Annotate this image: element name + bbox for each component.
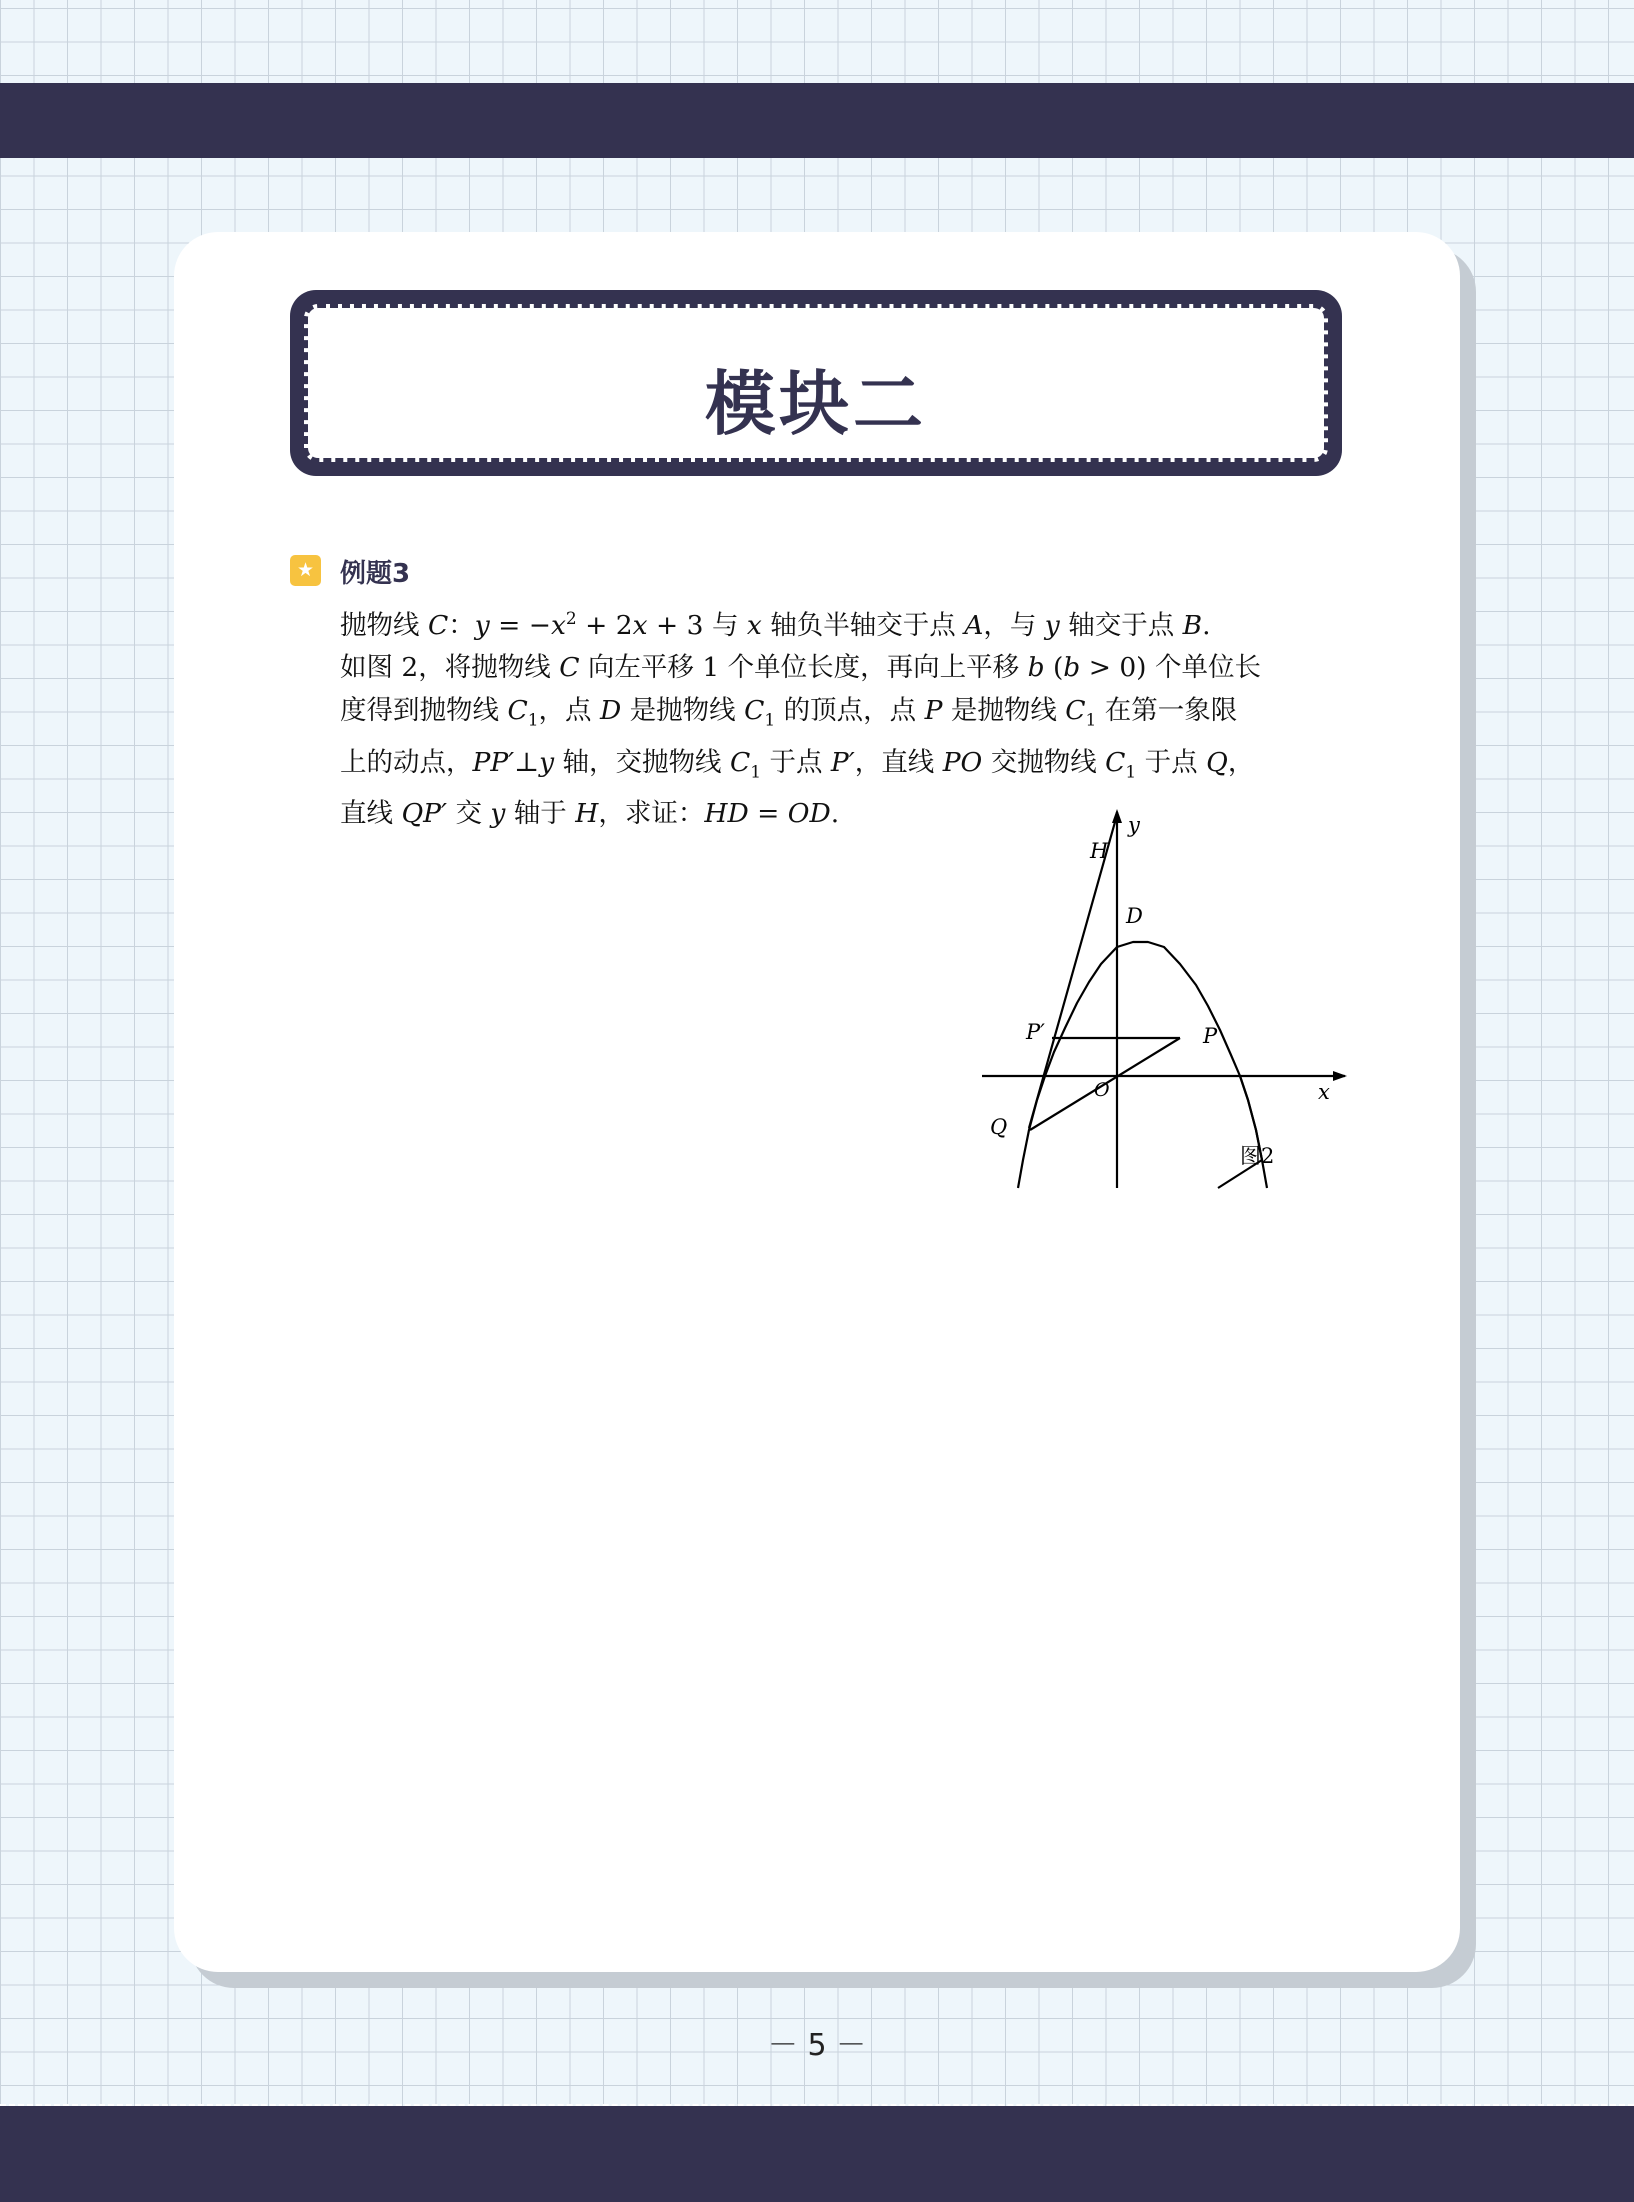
math-subscript: 1 bbox=[764, 710, 776, 731]
text-run: + 3 与 bbox=[647, 609, 747, 641]
text-run: . bbox=[1202, 609, 1211, 641]
math-var: C bbox=[507, 694, 528, 726]
text-run: 轴于 bbox=[505, 798, 576, 830]
text-run: 轴负半轴交于点 bbox=[761, 609, 965, 641]
math-var: OD bbox=[787, 798, 831, 830]
math-var: b bbox=[1027, 652, 1045, 684]
x-axis-arrow bbox=[1333, 1071, 1347, 1081]
math-var: y bbox=[490, 798, 506, 830]
text-run: 于点 bbox=[1136, 746, 1207, 778]
text-run: 轴交于点 bbox=[1059, 609, 1183, 641]
text-run: 于点 bbox=[761, 746, 831, 778]
math-exponent: 2 bbox=[565, 609, 577, 629]
problem-line-4 bbox=[340, 742, 1345, 794]
text-run: 如图 2，将抛物线 bbox=[340, 652, 560, 684]
text-run: 抛物线 bbox=[340, 609, 428, 641]
label-q: Q bbox=[990, 1115, 1008, 1139]
text-run: ， bbox=[1227, 746, 1255, 778]
math-var: PO bbox=[942, 746, 983, 778]
math-var: y bbox=[1044, 609, 1060, 641]
bottom-footer-band bbox=[0, 2106, 1634, 2202]
math-var: Q bbox=[1206, 746, 1228, 778]
text-run: ，求证： bbox=[598, 798, 705, 830]
text-run: ( bbox=[1044, 652, 1064, 684]
label-y: y bbox=[1128, 813, 1140, 837]
math-var: QP′ bbox=[401, 798, 448, 830]
math-var: H bbox=[575, 798, 599, 830]
top-header-band bbox=[0, 83, 1634, 158]
label-d: D bbox=[1126, 904, 1143, 928]
math-var: P′ bbox=[830, 746, 855, 778]
math-var: A bbox=[964, 609, 984, 641]
text-run: = bbox=[748, 798, 788, 830]
text-run: 交抛物线 bbox=[982, 746, 1106, 778]
math-var: P bbox=[924, 694, 943, 726]
math-subscript: 1 bbox=[1125, 761, 1137, 782]
text-run: 的顶点，点 bbox=[775, 694, 925, 726]
page-number: － 5 － bbox=[767, 2028, 867, 2063]
text-run: ，直线 bbox=[854, 746, 943, 778]
problem-line-2 bbox=[340, 647, 1345, 690]
module-title-box bbox=[290, 290, 1342, 476]
text-run: 向左平移 1 个单位长度，再向上平移 bbox=[579, 652, 1028, 684]
math-var: x bbox=[550, 609, 566, 641]
math-var: C bbox=[559, 652, 580, 684]
math-var: D bbox=[599, 694, 622, 726]
math-var: C bbox=[1065, 694, 1086, 726]
math-var: y bbox=[474, 609, 490, 641]
math-var: C bbox=[744, 694, 765, 726]
math-subscript: 1 bbox=[750, 761, 762, 782]
math-var: y bbox=[539, 746, 555, 778]
text-run: 交 bbox=[447, 798, 491, 830]
math-subscript: 1 bbox=[527, 710, 539, 731]
label-h: H bbox=[1090, 839, 1109, 863]
text-run: = − bbox=[489, 609, 551, 641]
figure-2-diagram bbox=[970, 800, 1350, 1200]
text-run: 在第一象限 bbox=[1096, 694, 1238, 726]
math-var: C bbox=[427, 609, 449, 641]
y-axis-arrow bbox=[1112, 809, 1122, 823]
label-p: P bbox=[1203, 1024, 1218, 1048]
module-title-frame bbox=[304, 304, 1328, 462]
text-run: . bbox=[830, 798, 840, 830]
text-run: ，点 bbox=[538, 694, 600, 726]
math-var: C bbox=[1105, 746, 1126, 778]
math-var: PP′ bbox=[472, 746, 515, 778]
module-title: 模块二 bbox=[705, 363, 927, 445]
math-var: x bbox=[632, 609, 648, 641]
text-run: 是抛物线 bbox=[942, 694, 1066, 726]
label-o: O bbox=[1094, 1079, 1110, 1101]
text-run: 上的动点， bbox=[340, 746, 473, 778]
text-run: 轴，交抛物线 bbox=[554, 746, 730, 778]
problem-line-1 bbox=[340, 598, 1345, 647]
star-icon: ★ bbox=[290, 555, 321, 586]
text-run: ： bbox=[448, 609, 475, 641]
math-var: C bbox=[729, 746, 751, 778]
text-run: > 0) 个单位长 bbox=[1080, 652, 1261, 684]
text-run: ⊥ bbox=[514, 746, 540, 778]
text-run: ，与 bbox=[983, 609, 1045, 641]
math-var: x bbox=[746, 609, 762, 641]
label-p-prime: P′ bbox=[1026, 1020, 1045, 1044]
label-x: x bbox=[1318, 1080, 1330, 1104]
text-run: 是抛物线 bbox=[621, 694, 745, 726]
problem-line-3 bbox=[340, 690, 1345, 742]
math-var: b bbox=[1063, 652, 1081, 684]
text-run: 度得到抛物线 bbox=[340, 694, 508, 726]
text-run: + 2 bbox=[576, 609, 633, 641]
math-subscript: 1 bbox=[1085, 710, 1097, 731]
example-label: 例题3 bbox=[340, 559, 411, 589]
math-var: B bbox=[1182, 609, 1203, 641]
math-var: HD bbox=[704, 798, 749, 830]
parabola-c1 bbox=[1018, 942, 1262, 1188]
text-run: 直线 bbox=[340, 798, 402, 830]
figure-caption: 图2 bbox=[1240, 1144, 1275, 1168]
